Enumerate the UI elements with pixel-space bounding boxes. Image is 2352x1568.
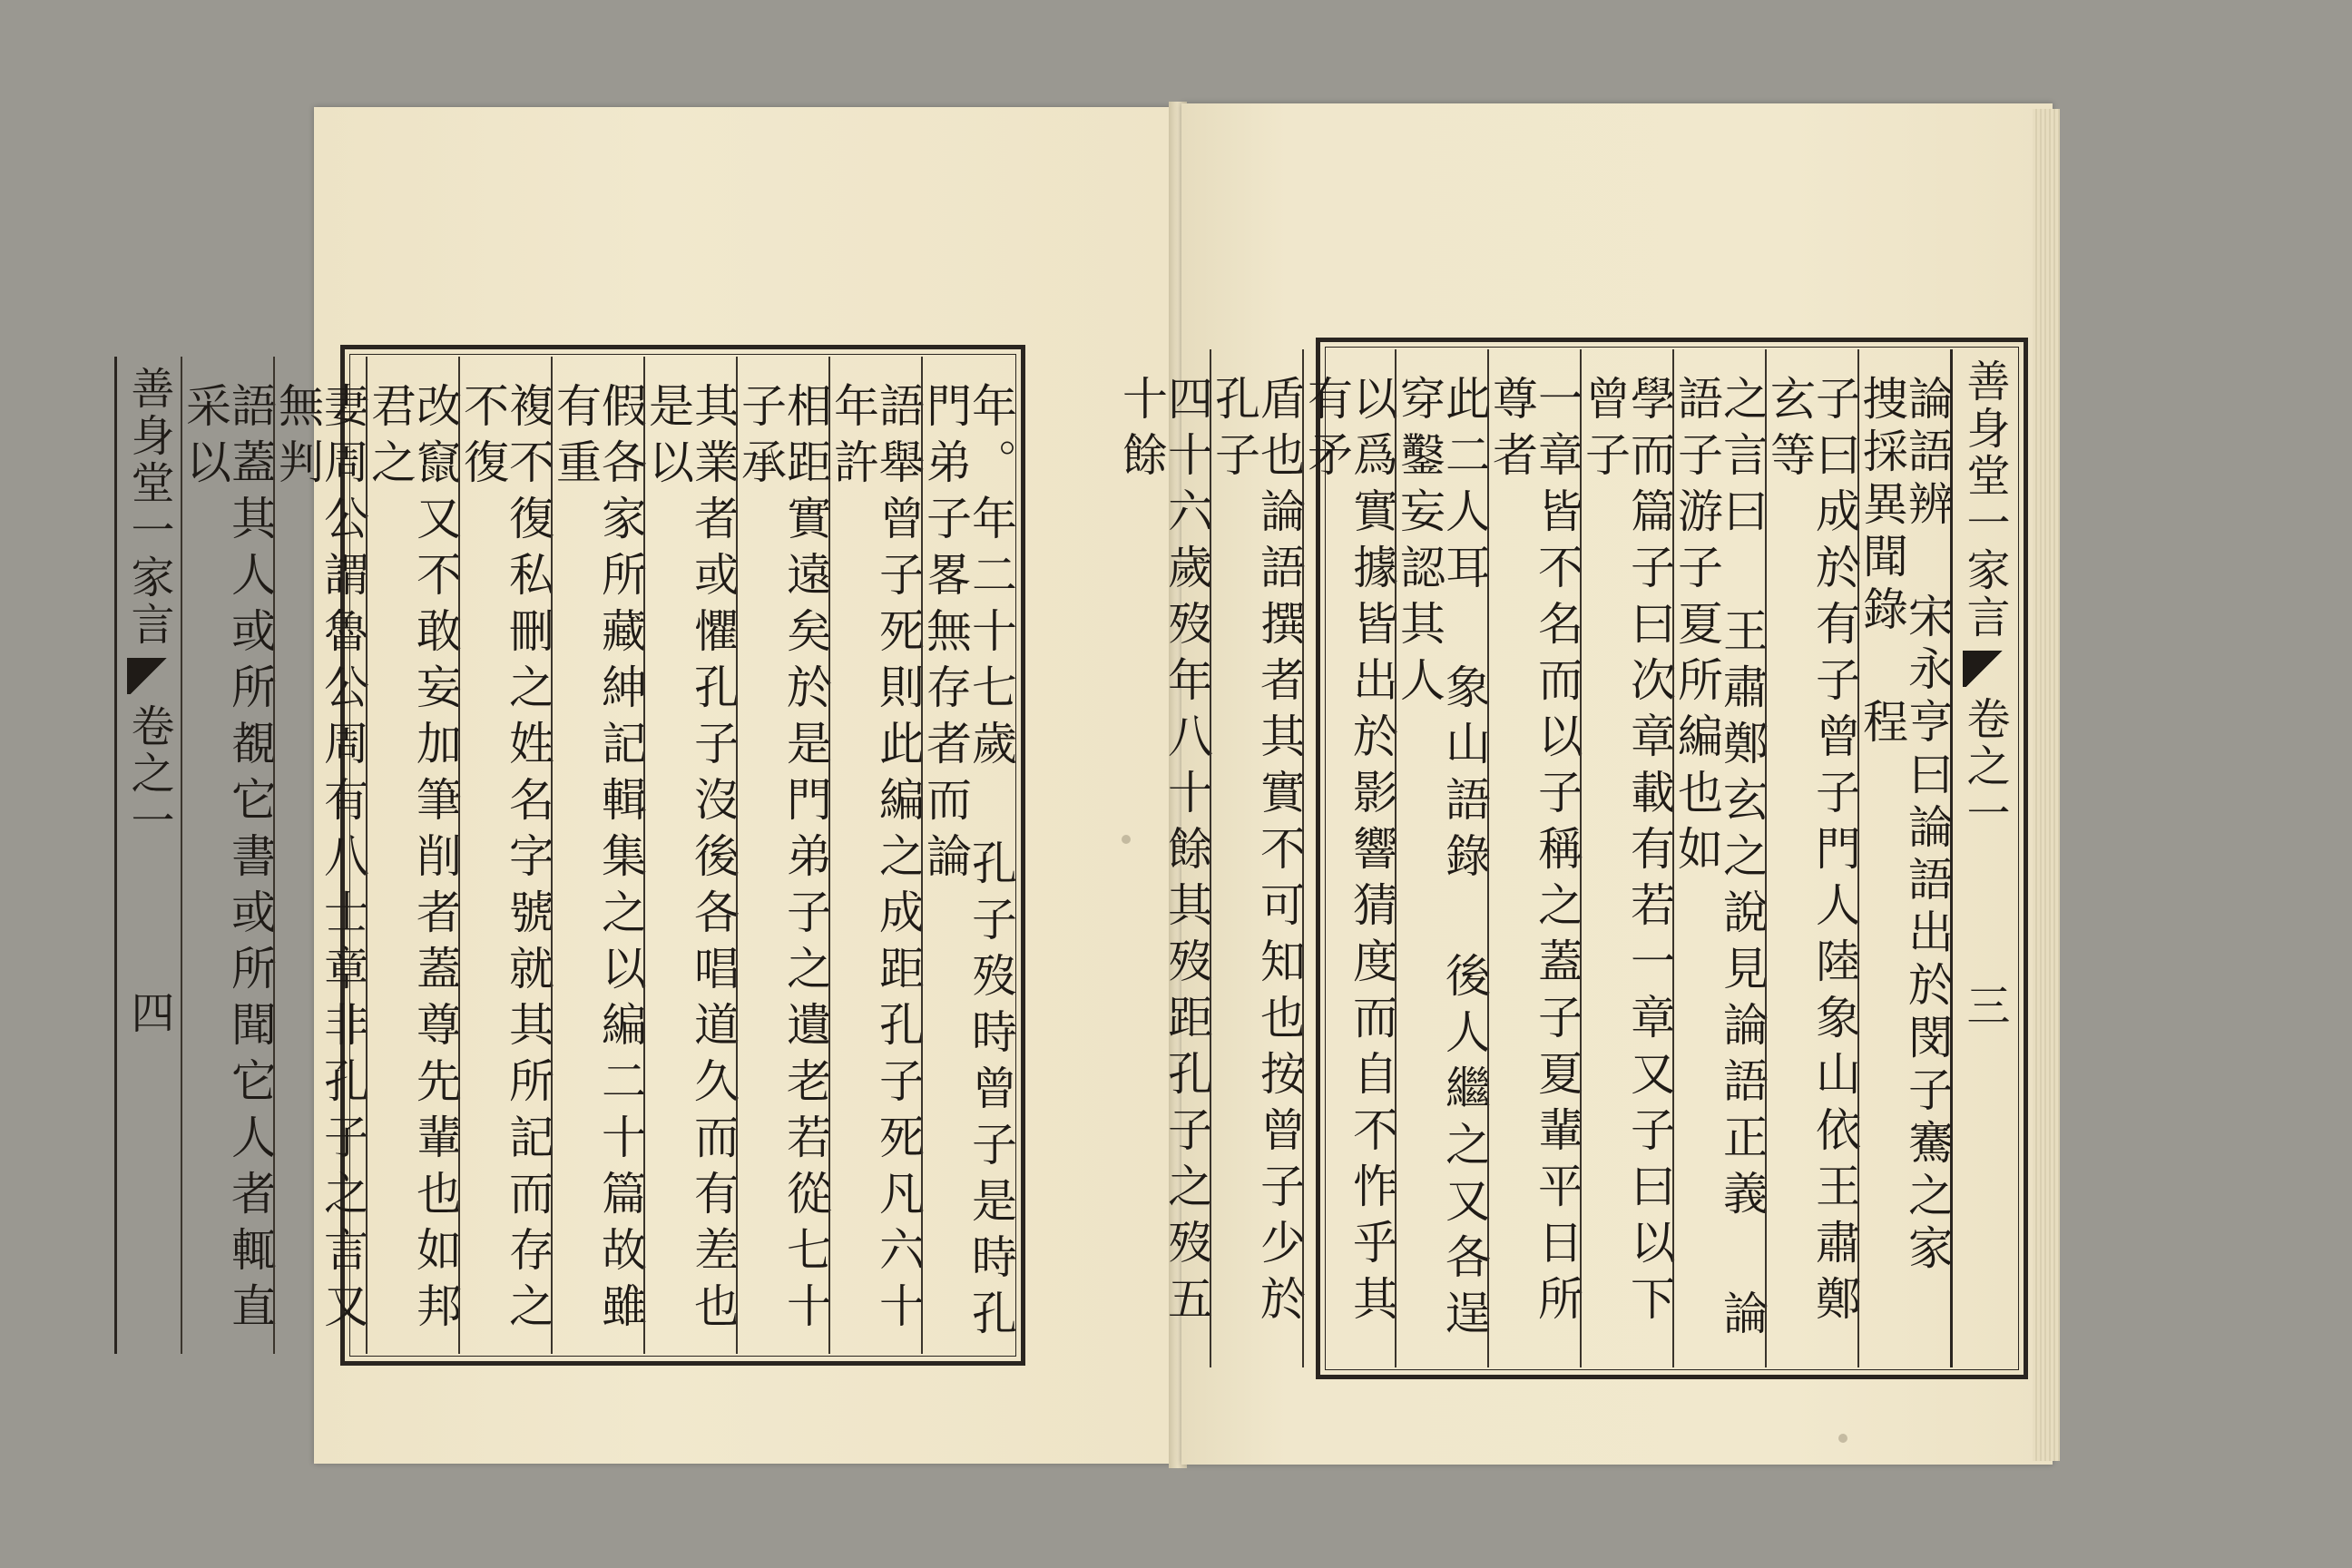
right-col-3: 之言曰 王肅鄭玄之說見論語正義 論語子游子夏所編也如 [1672,349,1765,1367]
left-col-6: 複不復私刪之姓名字號就其所記而存之不復 [458,357,551,1354]
right-col-5: 一章皆不名而以子稱之蓋子夏輩平日所尊者 [1487,349,1580,1367]
fish-tail-mark [127,658,171,694]
right-col-2: 子曰成於有子曾子門人陸象山依王肅鄭玄等 [1765,349,1857,1367]
left-columns [123,357,1017,1354]
fish-tail-mark [1963,651,2006,687]
left-col-1: 年。年二十七歲 孔子歿時曾子是時孔門弟子畧無存者而論 [921,357,1014,1354]
left-banxin-title: 善身堂一家言 [123,366,174,649]
right-banxin-title: 善身堂一家言 [1959,358,2010,642]
left-col-2: 語舉曾子死則此編之成距孔子死凡六十年許 [828,357,921,1354]
left-banxin-volume: 卷之一 [123,703,174,845]
left-folio-number: 四 [123,990,174,1037]
right-col-4: 學而篇子曰次章載有若一章又子曰以下曾子 [1580,349,1672,1367]
left-col-4: 其業者或懼孔子沒後各唱道久而有差也是以 [643,357,736,1354]
left-text-frame [123,345,1025,1366]
paper-spot [1122,835,1131,844]
left-col-5: 假各家所藏紳記輯集之以編二十篇故雖有重 [551,357,643,1354]
right-text-frame [1115,338,2028,1379]
left-col-9: 語蓋其人或所覩它書或所聞它人者輒直采以 [181,357,273,1354]
right-col-8: 盾也論語撰者其實不可知也按曾子少於孔子 [1210,349,1302,1367]
right-col-9: 四十六歲歿年八十餘其歿距孔子之歿五十餘 [1115,375,1213,1331]
left-col-3: 相距實遠矣於是門弟子之遺老若從七十子承 [736,357,828,1354]
left-col-8: 妻周公謂魯公周有八士章非孔子之言又無判 [273,357,366,1354]
right-col-1: 論語辨 宋永亨曰論語出於閔子騫之家 捜採異聞錄 程 [1857,349,1950,1367]
right-folio-number: 三 [1959,983,2010,1030]
right-col-6: 此二人耳 象山語錄 後人繼之又各逞穿鑿妄認其人 [1395,349,1487,1367]
right-banxin [1950,349,2016,1367]
paper-spot [1838,1434,1847,1443]
right-banxin-volume: 卷之一 [1959,696,2010,838]
right-columns [1115,349,2016,1367]
left-col-7: 改竄又不敢妄加筆削者蓋尊先輩也如邦君之 [366,357,458,1354]
page-edges [2033,109,2060,1461]
right-col-7: 以爲實據皆出於影響猜度而自不怍乎其有矛 [1302,349,1395,1367]
left-banxin [114,357,181,1354]
